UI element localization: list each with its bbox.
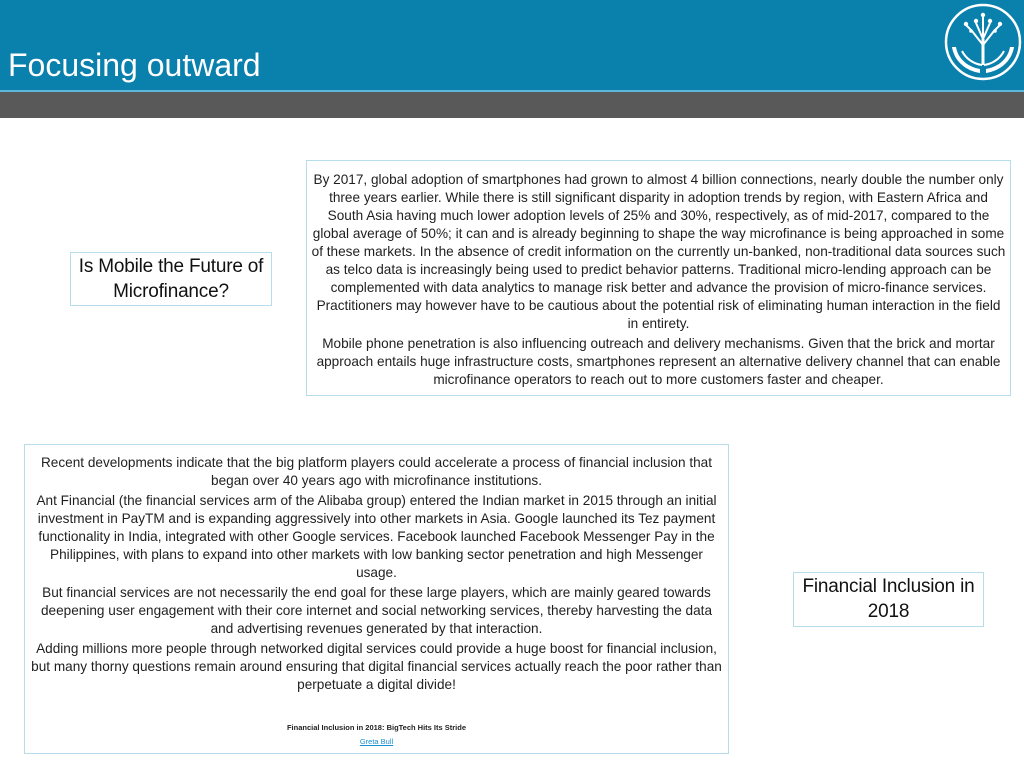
- tree-in-hands-logo-icon: [944, 1, 1022, 85]
- header-gray-bar: [0, 92, 1024, 118]
- citation-title: Financial Inclusion in 2018: BigTech Hits Its Stride: [286, 723, 467, 732]
- recent-paragraph: Ant Financial (the financial services arm of the Alibaba group) entered the Indian market in 2015 through an initial investment in PayTM and is expanding aggressively into other markets in Asia. Google launched its Tez payment functionality in India, integrated with other Google services. Facebook launched Facebook Messenger Pay in the Philippines, with plans to expand into other markets with low banking sector penetration and high Messenger usage.: [36, 493, 717, 580]
- citation-author-link[interactable]: Greta Bull: [359, 737, 394, 746]
- recent-paragraph: But financial services are not necessarily the end goal for these large players, which are mainly geared towards deepening user engagement with their core internet and social networking services, thereby harvesting the data and advertising revenues generated by that interaction.: [40, 585, 713, 636]
- financial-inclusion-label-box: [793, 572, 984, 627]
- mobile-paragraph: By 2017, global adoption of smartphones had grown to almost 4 billion connections, nearly double the number only three years earlier. While there is still significant disparity in adoption trends by region, with Eastern Africa and South Asia having much lower adoption levels of 25% and 30%, respectively, as of mid-2017, compared to the global average of 50%; it can and is already beginning to shape the way microfinance is being approached in some of these markets. In the absence of credit information on the currently un-banked, non-traditional data sources such as telco data is increasingly being used to predict behavior patterns. Traditional micro-lending approach can be complemented with data analytics to manage risk better and advance the provision of micro-finance services. Practitioners may however have to be cautious about the potential risk of eliminating human interaction in the field in entirety.: [311, 172, 1006, 331]
- financial-inclusion-label: Financial Inclusion in 2018: [802, 576, 975, 622]
- recent-developments-text-box: [24, 444, 729, 754]
- mobile-paragraph: Mobile phone penetration is also influencing outreach and delivery mechanisms. Given that the brick and mortar approach entails huge infrastructure costs, smartphones represent an alternative delivery channel that can enable microfinance operators to reach out to more customers faster and cheaper.: [316, 336, 1001, 387]
- title-banner: [0, 0, 1024, 90]
- mobile-question-label-box: [70, 252, 272, 306]
- recent-paragraph: Adding millions more people through networked digital services could provide a huge boost for financial inclusion, but many thorny questions remain around ensuring that digital financial services actually reach the poor rather than perpetuate a digital divide!: [31, 641, 722, 692]
- mobile-adoption-text-box: [306, 160, 1011, 396]
- mobile-question-label: Is Mobile the Future of Microfinance?: [78, 256, 264, 302]
- page-title: Focusing outward: [8, 47, 261, 83]
- recent-paragraph: Recent developments indicate that the big platform players could accelerate a process of financial inclusion that began over 40 years ago with microfinance institutions.: [40, 455, 712, 488]
